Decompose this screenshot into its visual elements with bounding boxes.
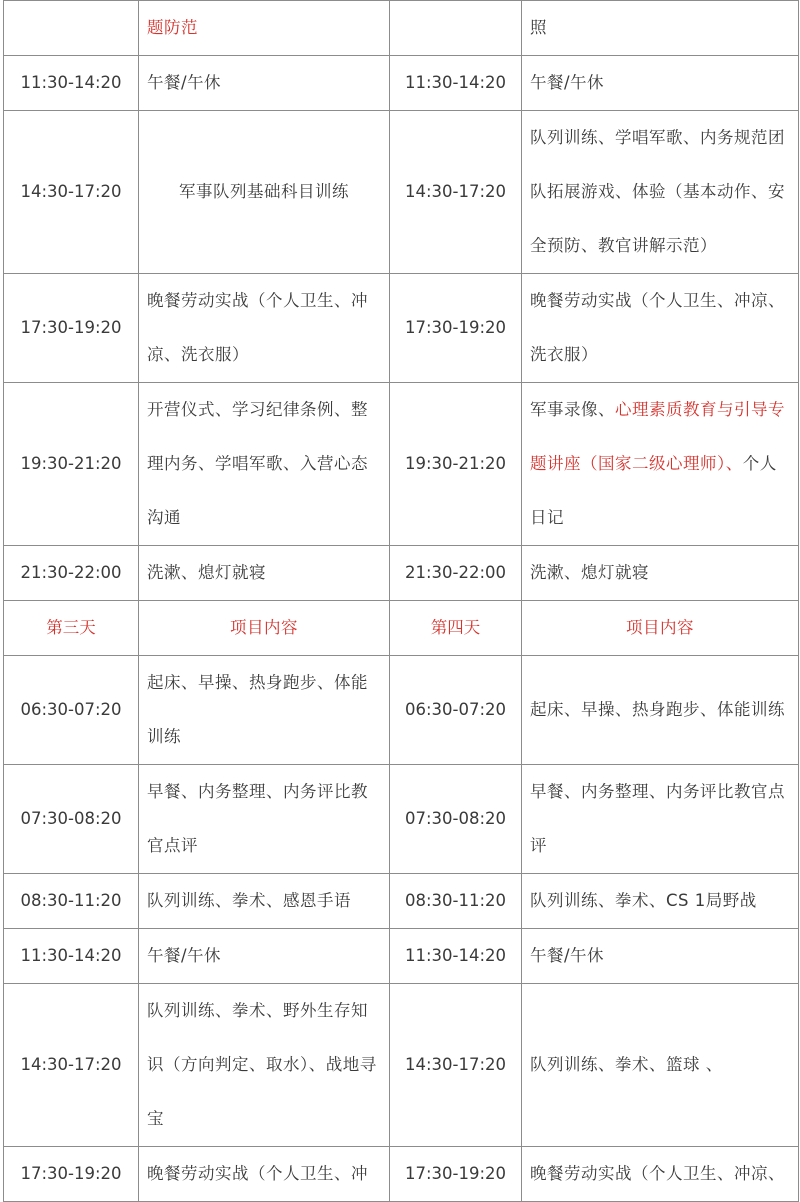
activity-cell: 晚餐劳动实战（个人卫生、冲 (139, 1147, 390, 1202)
time-cell: 21:30-22:00 (4, 546, 139, 601)
activity-cell: 队列训练、拳术、篮球 、 (522, 984, 799, 1147)
day-header: 第三天 (4, 601, 139, 656)
activity-cell: 队列训练、拳术、CS 1局野战 (522, 874, 799, 929)
time-cell: 11:30-14:20 (390, 929, 522, 984)
time-cell: 17:30-19:20 (390, 1147, 522, 1202)
time-cell: 11:30-14:20 (4, 56, 139, 111)
activity-cell: 起床、早操、热身跑步、体能训练 (139, 656, 390, 765)
content-header: 项目内容 (139, 601, 390, 656)
activity-cell: 洗漱、熄灯就寝 (139, 546, 390, 601)
time-cell: 06:30-07:20 (390, 656, 522, 765)
table-row (4, 546, 799, 601)
activity-cell: 晚餐劳动实战（个人卫生、冲凉、洗衣服） (139, 274, 390, 383)
table-row (4, 111, 799, 274)
activity-cell: 早餐、内务整理、内务评比教官点评 (522, 765, 799, 874)
table-row (4, 929, 799, 984)
day-header: 第四天 (390, 601, 522, 656)
time-cell (390, 1, 522, 56)
table-row (4, 274, 799, 383)
activity-cell: 洗漱、熄灯就寝 (522, 546, 799, 601)
time-cell: 14:30-17:20 (4, 111, 139, 274)
activity-text: 个人日记 (530, 454, 777, 527)
table-row (4, 56, 799, 111)
time-cell: 07:30-08:20 (390, 765, 522, 874)
time-cell: 14:30-17:20 (4, 984, 139, 1147)
lecture-highlight: 心理素质教育与引导专题讲座（国家二级心理师）、 (530, 400, 785, 473)
time-cell: 08:30-11:20 (4, 874, 139, 929)
schedule-table (3, 0, 799, 1202)
activity-cell: 队列训练、拳术、感恩手语 (139, 874, 390, 929)
content-header: 项目内容 (522, 601, 799, 656)
time-cell: 19:30-21:20 (390, 383, 522, 546)
time-cell: 07:30-08:20 (4, 765, 139, 874)
time-cell: 17:30-19:20 (4, 274, 139, 383)
activity-cell: 军事队列基础科目训练 (139, 111, 390, 274)
activity-cell: 题防范 (139, 1, 390, 56)
table-row (4, 1147, 799, 1202)
table-row (4, 874, 799, 929)
time-cell: 11:30-14:20 (4, 929, 139, 984)
table-row (4, 984, 799, 1147)
activity-cell: 队列训练、学唱军歌、内务规范团队拓展游戏、体验（基本动作、安全预防、教官讲解示范） (522, 111, 799, 274)
time-cell: 17:30-19:20 (4, 1147, 139, 1202)
time-cell: 19:30-21:20 (4, 383, 139, 546)
time-cell: 21:30-22:00 (390, 546, 522, 601)
activity-cell (522, 383, 799, 546)
activity-cell: 午餐/午休 (139, 929, 390, 984)
time-cell: 06:30-07:20 (4, 656, 139, 765)
time-cell: 08:30-11:20 (390, 874, 522, 929)
table-row (4, 765, 799, 874)
activity-cell: 早餐、内务整理、内务评比教官点评 (139, 765, 390, 874)
time-cell: 11:30-14:20 (390, 56, 522, 111)
time-cell: 17:30-19:20 (390, 274, 522, 383)
activity-cell: 起床、早操、热身跑步、体能训练 (522, 656, 799, 765)
activity-cell: 队列训练、拳术、野外生存知识（方向判定、取水）、战地寻宝 (139, 984, 390, 1147)
activity-cell: 晚餐劳动实战（个人卫生、冲凉、 (522, 1147, 799, 1202)
activity-cell: 午餐/午休 (522, 929, 799, 984)
table-row (4, 383, 799, 546)
activity-cell: 午餐/午休 (522, 56, 799, 111)
time-cell: 14:30-17:20 (390, 984, 522, 1147)
activity-cell: 午餐/午休 (139, 56, 390, 111)
table-row (4, 1, 799, 56)
activity-cell: 照 (522, 1, 799, 56)
time-cell: 14:30-17:20 (390, 111, 522, 274)
activity-cell: 晚餐劳动实战（个人卫生、冲凉、洗衣服） (522, 274, 799, 383)
activity-cell: 开营仪式、学习纪律条例、整理内务、学唱军歌、入营心态沟通 (139, 383, 390, 546)
time-cell (4, 1, 139, 56)
activity-text: 军事录像、 (530, 400, 615, 419)
header-row (4, 601, 799, 656)
table-row (4, 656, 799, 765)
